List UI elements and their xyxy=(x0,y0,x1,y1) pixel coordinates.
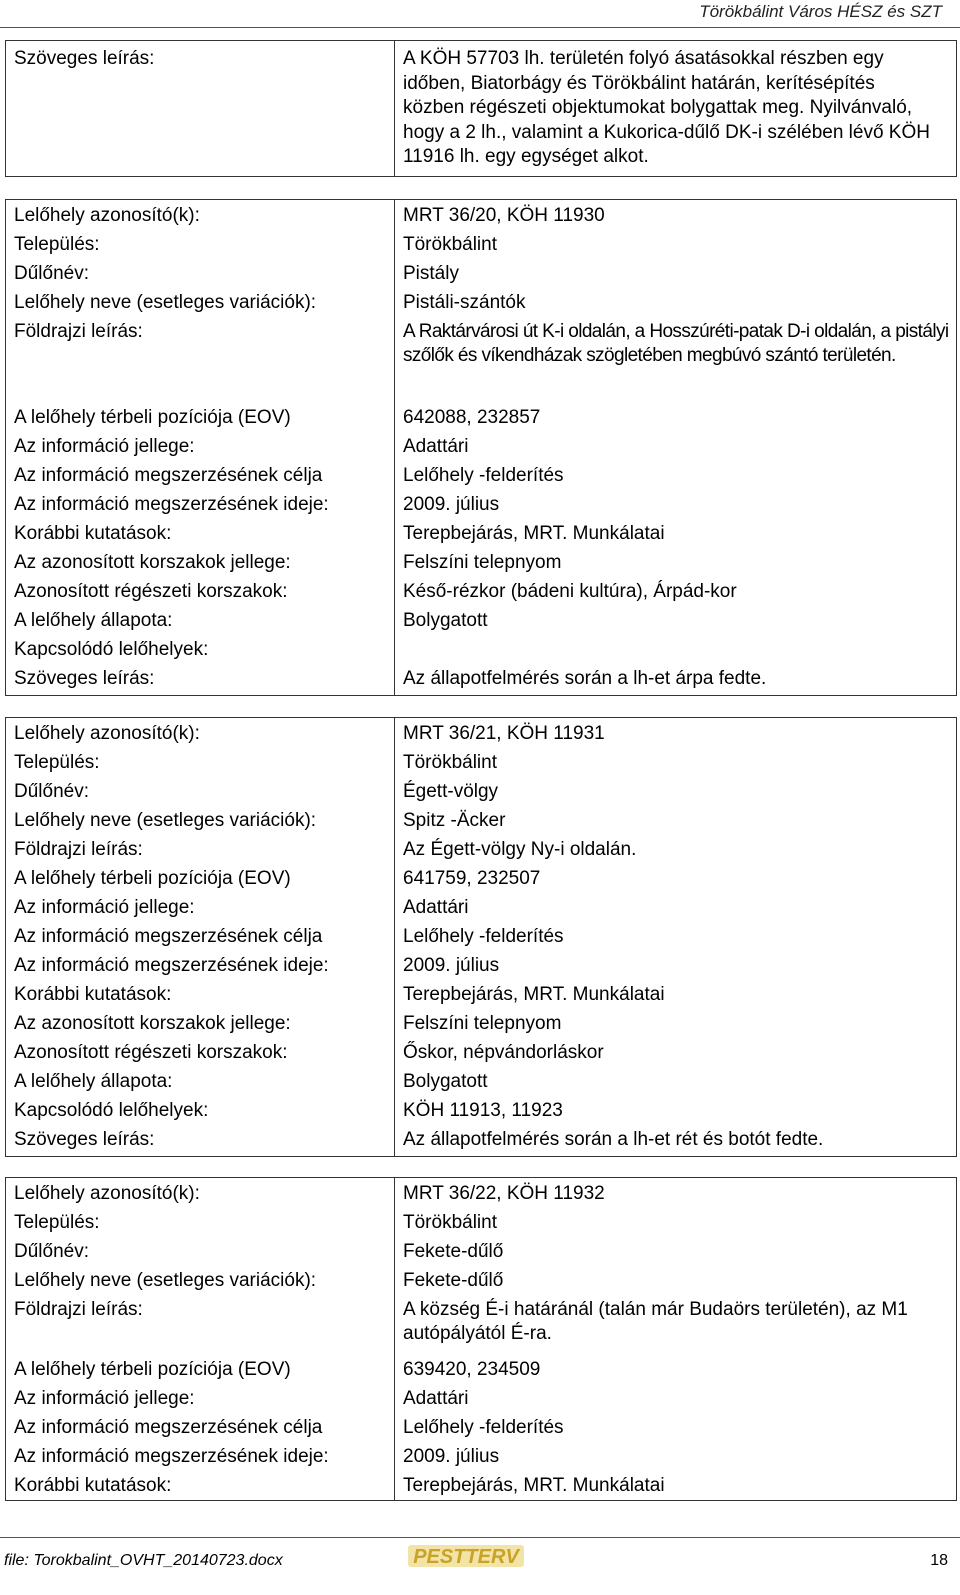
field-label: Korábbi kutatások: xyxy=(14,523,172,544)
field-label: Földrajzi leírás: xyxy=(14,321,143,342)
field-label: Földrajzi leírás: xyxy=(14,839,143,860)
field-value: Adattári xyxy=(403,897,469,918)
field-value: Pistáli-szántók xyxy=(403,292,526,313)
field-value: 639420, 234509 xyxy=(403,1359,541,1380)
field-value: Lelőhely -felderítés xyxy=(403,1417,564,1438)
footer-rule xyxy=(0,1537,960,1538)
field-value: Bolygatott xyxy=(403,610,488,631)
field-value: A KÖH 57703 lh. területén folyó ásatásokkal részben egy időben, Biatorbágy és Törökbálint határán, kerítésépítés közben régészeti objektumokat bolygattak meg. Nyilvánvaló, hogy a 2 lh., valamint a Kukorica-dűlő DK-i szélében lévő KÖH 11916 lh. egy egységet alkot. xyxy=(403,48,930,167)
record-block-continued xyxy=(5,40,957,177)
record-block-36-21 xyxy=(5,717,957,1157)
field-value: KÖH 11913, 11923 xyxy=(403,1100,563,1121)
field-label: Az információ megszerzésének célja xyxy=(14,465,323,486)
field-value: MRT 36/20, KÖH 11930 xyxy=(403,205,605,226)
field-label: Kapcsolódó lelőhelyek: xyxy=(14,639,209,660)
field-label: Kapcsolódó lelőhelyek: xyxy=(14,1100,209,1121)
record-block-36-20 xyxy=(5,199,957,696)
column-divider xyxy=(394,41,395,176)
field-label: Az információ megszerzésének ideje: xyxy=(14,494,329,515)
field-label: Az információ jellege: xyxy=(14,436,195,457)
field-label: A lelőhely térbeli pozíciója (EOV) xyxy=(14,868,291,889)
field-label: Földrajzi leírás: xyxy=(14,1299,143,1320)
field-label: Az információ jellege: xyxy=(14,897,195,918)
field-label: Lelőhely neve (esetleges variációk): xyxy=(14,810,317,831)
field-label: Korábbi kutatások: xyxy=(14,1475,172,1496)
field-value: MRT 36/22, KÖH 11932 xyxy=(403,1183,605,1204)
field-value: Felszíni telepnyom xyxy=(403,552,562,573)
field-label: Az információ megszerzésének ideje: xyxy=(14,1446,329,1467)
field-value: Adattári xyxy=(403,436,469,457)
field-value: Pistály xyxy=(403,263,459,284)
field-value: Törökbálint xyxy=(403,1212,497,1233)
field-value: Az Égett-völgy Ny-i oldalán. xyxy=(403,839,637,860)
field-label: A lelőhely állapota: xyxy=(14,1071,173,1092)
field-label: Lelőhely azonosító(k): xyxy=(14,1183,200,1204)
field-value: Az állapotfelmérés során a lh-et árpa fedte. xyxy=(403,668,767,689)
field-value: Őskor, népvándorláskor xyxy=(403,1042,604,1063)
field-value: Felszíni telepnyom xyxy=(403,1013,562,1034)
field-label: A lelőhely térbeli pozíciója (EOV) xyxy=(14,407,291,428)
field-label: Az azonosított korszakok jellege: xyxy=(14,552,291,573)
field-value: 642088, 232857 xyxy=(403,407,541,428)
field-value: Égett-völgy xyxy=(403,781,499,802)
field-value: Fekete-dűlő xyxy=(403,1270,504,1291)
header-rule xyxy=(0,27,960,28)
field-label: A lelőhely térbeli pozíciója (EOV) xyxy=(14,1359,291,1380)
field-label: Dűlőnév: xyxy=(14,263,89,284)
field-label: A lelőhely állapota: xyxy=(14,610,173,631)
field-label: Az információ megszerzésének célja xyxy=(14,926,323,947)
field-label: Szöveges leírás: xyxy=(14,1129,155,1150)
field-value: 2009. július xyxy=(403,955,500,976)
field-label: Lelőhely neve (esetleges variációk): xyxy=(14,292,317,313)
field-value: Az állapotfelmérés során a lh-et rét és botót fedte. xyxy=(403,1129,824,1150)
field-label: Település: xyxy=(14,234,100,255)
field-value: Spitz -Äcker xyxy=(403,810,506,831)
field-value: A Raktárvárosi út K-i oldalán, a Hosszúréti-patak D-i oldalán, a pistályi szőlők és víkendházak szögletében megbúvó szántó területén. xyxy=(403,321,949,366)
field-value: Terepbejárás, MRT. Munkálatai xyxy=(403,523,665,544)
field-label: Dűlőnév: xyxy=(14,781,89,802)
field-label: Település: xyxy=(14,752,100,773)
pestterv-logo xyxy=(408,1543,524,1569)
field-label: Lelőhely azonosító(k): xyxy=(14,205,200,226)
field-label: Szöveges leírás: xyxy=(14,668,155,689)
field-value: Terepbejárás, MRT. Munkálatai xyxy=(403,1475,665,1496)
field-label: Az információ megszerzésének célja xyxy=(14,1417,323,1438)
field-value: Lelőhely -felderítés xyxy=(403,926,564,947)
field-value: Lelőhely -felderítés xyxy=(403,465,564,486)
column-divider xyxy=(394,200,395,695)
field-label: Lelőhely azonosító(k): xyxy=(14,723,200,744)
field-label: Az információ megszerzésének ideje: xyxy=(14,955,329,976)
field-label: Dűlőnév: xyxy=(14,1241,89,1262)
field-value: Terepbejárás, MRT. Munkálatai xyxy=(403,984,665,1005)
field-label: Azonosított régészeti korszakok: xyxy=(14,1042,288,1063)
field-label: Korábbi kutatások: xyxy=(14,984,172,1005)
field-value: 2009. július xyxy=(403,494,500,515)
field-value: Fekete-dűlő xyxy=(403,1241,504,1262)
field-value: 641759, 232507 xyxy=(403,868,541,889)
running-header: Törökbálint Város HÉSZ és SZT xyxy=(699,2,942,21)
page-number: 18 xyxy=(930,1552,948,1569)
field-value: A község É-i határánál (talán már Budaörs területén), az M1 autópályától É-ra. xyxy=(403,1299,908,1344)
logo-wordmark: PESTTERV xyxy=(413,1546,519,1568)
field-value: MRT 36/21, KÖH 11931 xyxy=(403,723,605,744)
field-value: Bolygatott xyxy=(403,1071,488,1092)
field-value: 2009. július xyxy=(403,1446,500,1467)
field-value: Törökbálint xyxy=(403,234,497,255)
field-label: Az azonosított korszakok jellege: xyxy=(14,1013,291,1034)
field-value: Adattári xyxy=(403,1388,469,1409)
column-divider xyxy=(394,1178,395,1500)
field-value: Késő-rézkor (bádeni kultúra), Árpád-kor xyxy=(403,581,737,602)
field-label: Település: xyxy=(14,1212,100,1233)
footer-filename: file: Torokbalint_OVHT_20140723.docx xyxy=(4,1552,283,1569)
field-value: Törökbálint xyxy=(403,752,497,773)
field-label: Az információ jellege: xyxy=(14,1388,195,1409)
field-label: Szöveges leírás: xyxy=(14,48,155,69)
record-block-36-22 xyxy=(5,1177,957,1501)
field-label: Azonosított régészeti korszakok: xyxy=(14,581,288,602)
column-divider xyxy=(394,718,395,1156)
field-label: Lelőhely neve (esetleges variációk): xyxy=(14,1270,317,1291)
